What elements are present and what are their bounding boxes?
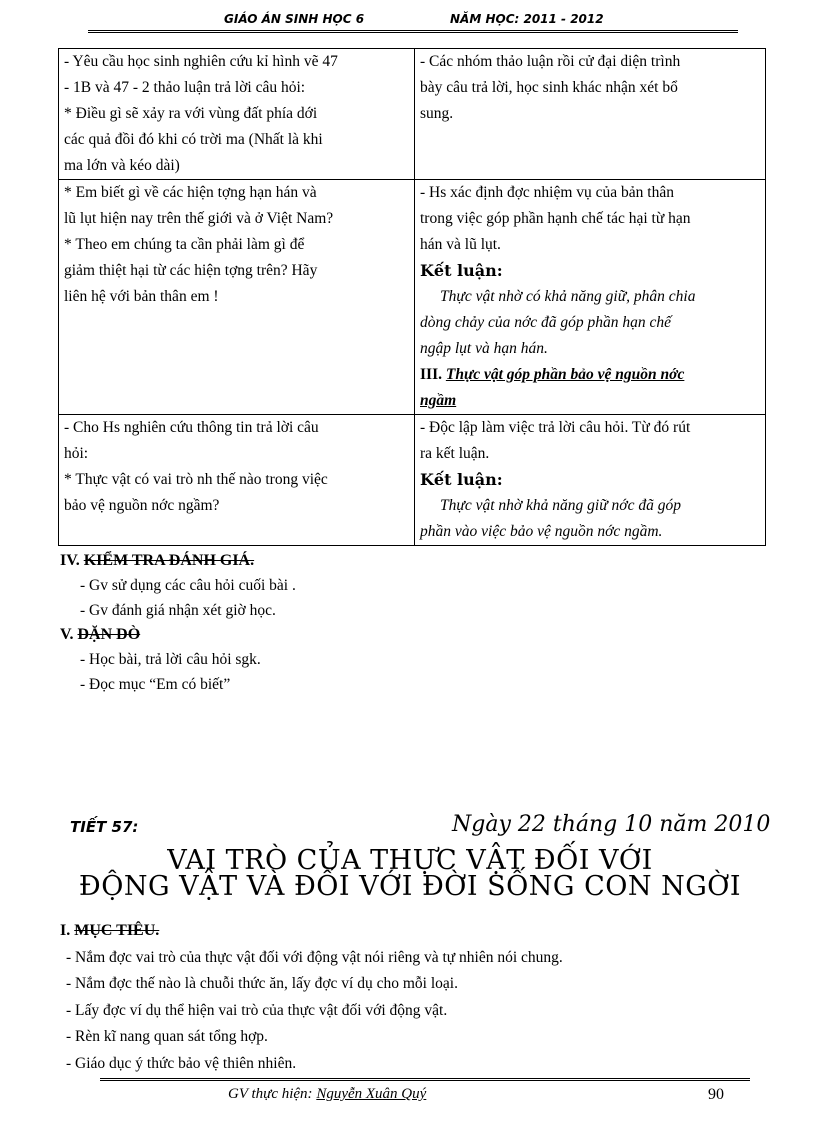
lesson-title <box>60 845 760 902</box>
teacher-activity-cell <box>59 180 415 415</box>
text-line: - Cho Hs nghiên cứu thông tin trả lời câu <box>64 419 319 436</box>
lesson-title-line: ĐỘNG VẬT VÀ ĐỐI VỚI ĐỜI SỐNG CON NGỜI <box>78 871 742 902</box>
footer-rule <box>100 1078 750 1081</box>
section-homework <box>60 622 261 697</box>
list-item: - Đọc mục “Em có biết” <box>80 676 231 693</box>
text-line: * Theo em chúng ta cần phải làm gì để <box>64 236 305 253</box>
list-item: - Gv sử dụng các câu hỏi cuối bài . <box>80 577 296 594</box>
section-objectives <box>60 918 563 1077</box>
teacher-label: GV thực hiện: <box>228 1086 313 1102</box>
section-heading <box>420 362 761 388</box>
section-title: MỤC TIÊU. <box>74 922 160 939</box>
conclusion-label: Kết luận: <box>420 261 503 280</box>
list-item: - Nắm đợc thế nào là chuỗi thức ăn, lấy đợc ví dụ cho mỗi loại. <box>66 975 458 992</box>
teacher-activity-cell <box>59 49 415 180</box>
text-line: - Hs xác định đợc nhiệm vụ của bản thân <box>420 184 674 201</box>
text-line: bày câu trả lời, học sinh khác nhận xét bổ <box>420 79 678 96</box>
list-item: - Lấy đợc ví dụ thể hiện vai trò của thực vật đối với động vật. <box>66 1001 448 1019</box>
text-line: bảo vệ nguồn nớc ngầm? <box>64 497 220 514</box>
text-line: - Yêu cầu học sinh nghiên cứu kỉ hình vẽ 47 <box>64 53 338 70</box>
list-item: - Rèn kĩ nang quan sát tổng hợp. <box>66 1028 268 1045</box>
text-line: sung. <box>420 105 454 122</box>
section-heading-cont <box>420 388 761 414</box>
conclusion-line: Thực vật nhờ có khả năng giữ, phân chia <box>440 288 696 305</box>
section-heading <box>60 548 296 573</box>
text-line: ma lớn và kéo dài) <box>64 157 180 174</box>
section-title: KIỂM TRA ĐÁNH GIÁ. <box>83 552 255 569</box>
text-line: trong việc góp phần hạnh chế tác hại từ hạn <box>420 210 691 227</box>
text-line: - 1B và 47 - 2 thảo luận trả lời câu hỏi: <box>64 79 306 96</box>
table-row <box>59 180 766 415</box>
conclusion-line: ngập lụt và hạn hán. <box>420 340 548 357</box>
teacher-name: Nguyễn Xuân Quý <box>316 1086 427 1102</box>
page-number: 90 <box>708 1086 724 1103</box>
table-row <box>59 49 766 180</box>
conclusion-line: dòng chảy của nớc đã góp phần hạn chế <box>420 314 672 331</box>
text-line: hán và lũ lụt. <box>420 236 501 253</box>
lesson-date: Ngày 22 tháng 10 năm 2010 <box>452 812 771 837</box>
text-line: * Điều gì sẽ xảy ra với vùng đất phía dới <box>64 105 318 122</box>
list-item: - Giáo dục ý thức bảo vệ thiên nhiên. <box>66 1054 297 1072</box>
page-footer <box>100 1078 750 1108</box>
header-rule <box>88 30 738 33</box>
section-number: IV. <box>60 552 80 569</box>
teacher-activity-cell <box>59 415 415 546</box>
section-title: DẶN DÒ <box>77 626 141 643</box>
student-activity-cell <box>415 415 766 546</box>
student-activity-cell <box>415 180 766 415</box>
section-heading <box>60 918 563 945</box>
lesson-title-line: VAI TRÒ CỦA THỰC VẬT ĐỐI VỚI <box>167 845 653 876</box>
conclusion-line: phần vào việc bảo vệ nguồn nớc ngầm. <box>420 523 663 540</box>
text-line: liên hệ với bản thân em ! <box>64 288 219 305</box>
lesson-number: TIẾT 57: <box>70 818 139 836</box>
section-title: Thực vật góp phần bảo vệ nguồn nớc <box>445 366 685 383</box>
section-assessment <box>60 548 296 623</box>
list-item: - Học bài, trả lời câu hỏi sgk. <box>80 651 261 668</box>
section-heading <box>60 622 261 647</box>
text-line: * Em biết gì về các hiện tợng hạn hán và <box>64 184 317 201</box>
section-number: III. <box>420 366 442 383</box>
text-line: - Các nhóm thảo luận rồi cử đại diện trình <box>420 53 681 70</box>
text-line: lũ lụt hiện nay trên thế giới và ở Việt Nam? <box>64 210 334 227</box>
text-line: giảm thiệt hại từ các hiện tợng trên? Hãy <box>64 262 318 279</box>
conclusion-line: Thực vật nhờ khả năng giữ nớc đã góp <box>440 497 681 514</box>
list-item: - Gv đánh giá nhận xét giờ học. <box>80 602 276 619</box>
text-line: - Độc lập làm việc trả lời câu hỏi. Từ đó rút <box>420 419 691 436</box>
section-title-cont: ngầm <box>420 392 457 409</box>
table-row <box>59 415 766 546</box>
text-line: ra kết luận. <box>420 445 490 462</box>
section-number: V. <box>60 626 74 643</box>
student-activity-cell <box>415 49 766 180</box>
teacher-credit <box>228 1086 426 1103</box>
text-line: * Thực vật có vai trò nh thế nào trong việc <box>64 471 328 488</box>
conclusion-label: Kết luận: <box>420 470 503 489</box>
header-subject: GIÁO ÁN SINH HỌC 6 <box>224 12 365 26</box>
header-school-year: NĂM HỌC: 2011 - 2012 <box>450 12 604 26</box>
lesson-table <box>58 48 766 546</box>
text-line: hỏi: <box>64 445 89 462</box>
page-header <box>88 8 738 30</box>
section-number: I. <box>60 922 71 939</box>
list-item: - Nắm đợc vai trò của thực vật đối với động vật nói riêng và tự nhiên nói chung. <box>66 948 563 966</box>
text-line: các quả đồi đó khi có trời ma (Nhất là khi <box>64 131 323 148</box>
